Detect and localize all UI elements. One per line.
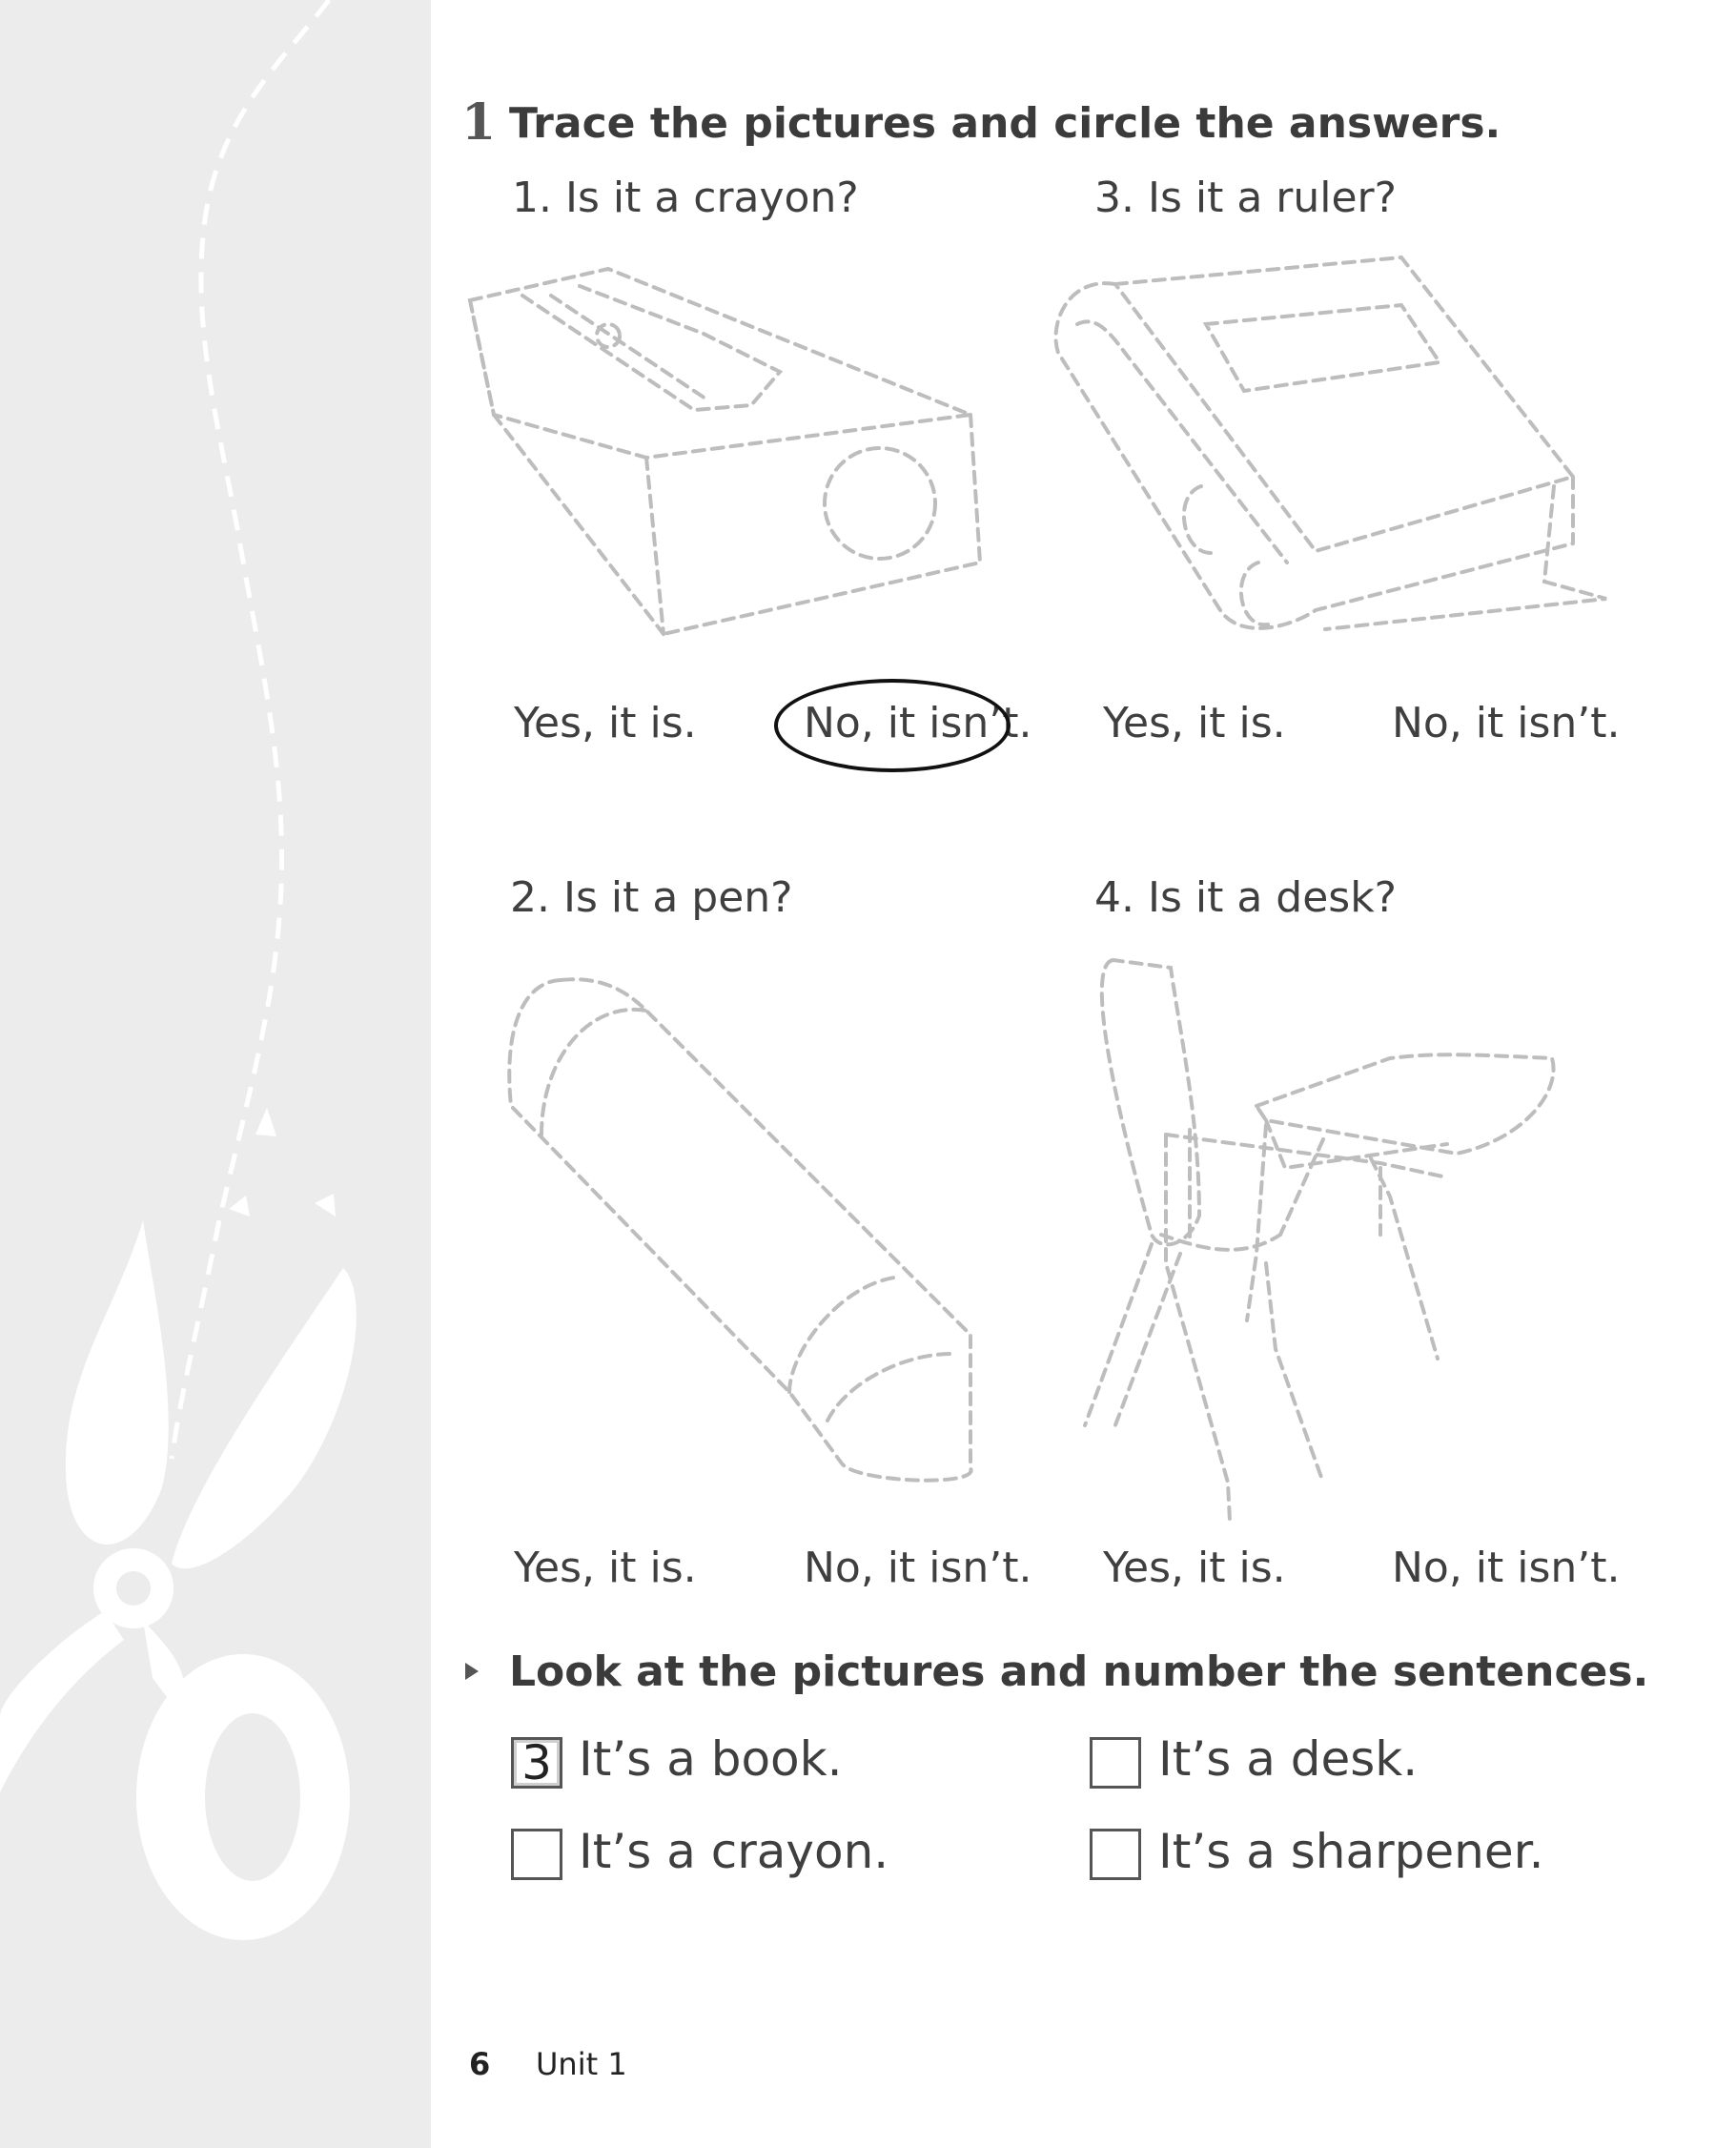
- number-box-book[interactable]: 3: [511, 1737, 562, 1789]
- sentence-sharpener: It’s a sharpener.: [1158, 1824, 1544, 1879]
- scissors-icon: [0, 0, 431, 2148]
- question-4-yes[interactable]: Yes, it is.: [1103, 1544, 1286, 1592]
- question-2-label: 2. Is it a pen?: [510, 873, 793, 922]
- sentence-book: It’s a book.: [579, 1731, 843, 1787]
- question-3-no[interactable]: No, it isn’t.: [1392, 699, 1621, 747]
- unit-label: Unit 1: [536, 2046, 627, 2082]
- exercise-instruction: Trace the pictures and circle the answers.: [509, 99, 1501, 148]
- book-icon: [1039, 248, 1611, 648]
- question-3-yes[interactable]: Yes, it is.: [1103, 699, 1286, 747]
- subtask-instruction: Look at the pictures and number the sentences.: [509, 1647, 1649, 1696]
- triangle-bullet-icon: [465, 1663, 479, 1680]
- crayon-icon: [503, 972, 990, 1497]
- question-2-yes[interactable]: Yes, it is.: [514, 1544, 697, 1592]
- number-box-sharpener[interactable]: [1090, 1829, 1141, 1880]
- exercise-number: 1: [461, 93, 497, 152]
- question-4-label: 4. Is it a desk?: [1094, 873, 1398, 922]
- question-3-label: 3. Is it a ruler?: [1094, 174, 1397, 222]
- question-1-label: 1. Is it a crayon?: [512, 174, 859, 222]
- question-2-no[interactable]: No, it isn’t.: [804, 1544, 1032, 1592]
- desk-icon: [1075, 949, 1571, 1530]
- page-number: 6: [469, 2046, 491, 2082]
- question-1-yes[interactable]: Yes, it is.: [514, 699, 697, 747]
- number-box-crayon[interactable]: [511, 1829, 562, 1880]
- question-4-no[interactable]: No, it isn’t.: [1392, 1544, 1621, 1592]
- decorative-sidebar: [0, 0, 431, 2148]
- question-1-no[interactable]: No, it isn’t.: [804, 699, 1032, 747]
- answer-circle-mark: [774, 679, 1011, 772]
- sentence-desk: It’s a desk.: [1158, 1731, 1419, 1787]
- sharpener-icon: [465, 257, 999, 658]
- number-box-desk[interactable]: [1090, 1737, 1141, 1789]
- sentence-crayon: It’s a crayon.: [579, 1824, 889, 1879]
